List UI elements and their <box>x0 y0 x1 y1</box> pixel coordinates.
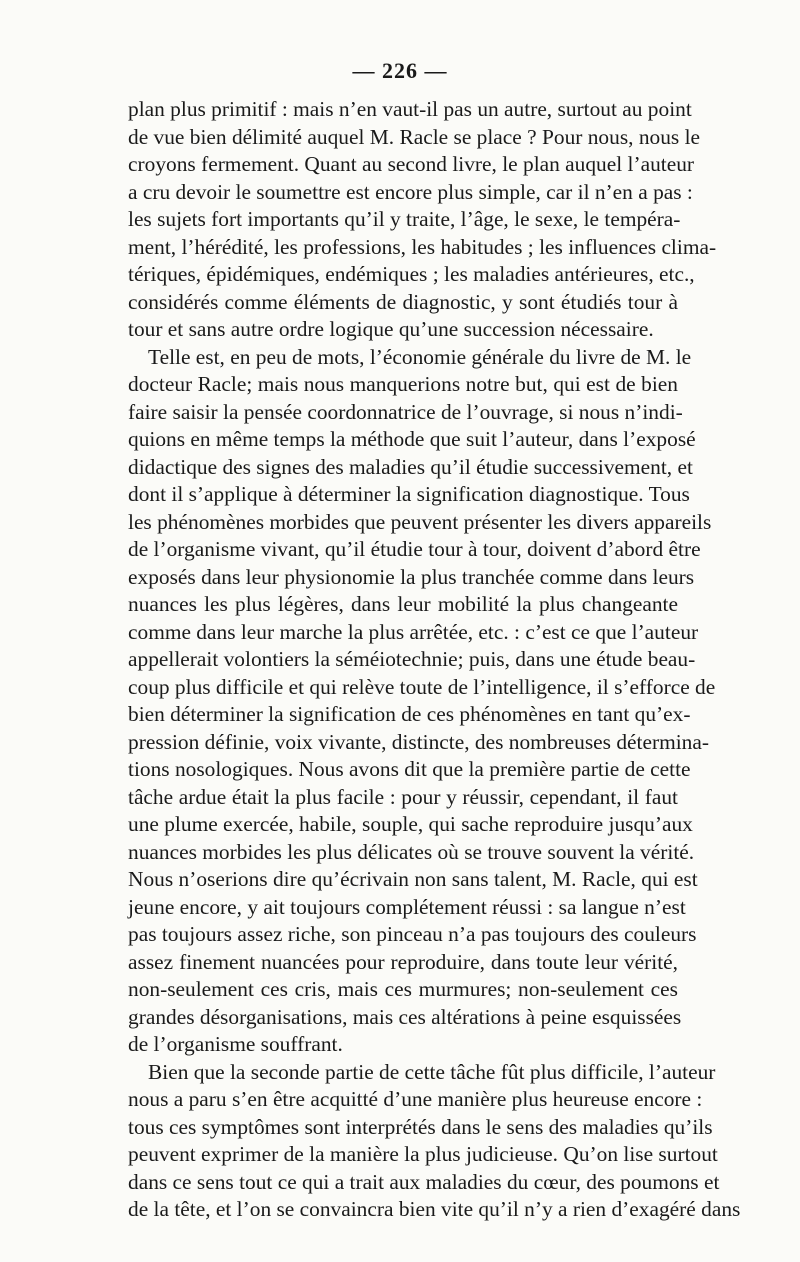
text-line: tour et sans autre ordre logique qu’une succession nécessaire. <box>128 317 654 341</box>
text-line: peuvent exprimer de la manière la plus judicieuse. Qu’on lise surtout <box>128 1142 718 1166</box>
text-line: a cru devoir le soumettre est encore plus simple, car il n’en a pas : <box>128 179 693 204</box>
text-line: docteur Racle; mais nous manquerions notre but, qui est de bien <box>128 372 678 396</box>
text-line: pas toujours assez riche, son pinceau n’a pas toujours des couleurs <box>128 922 697 946</box>
text-line: non-seulement ces cris, mais ces murmures; non-seulement ces <box>128 977 678 1001</box>
text-line: Nous n’oserions dire qu’écrivain non sans talent, M. Racle, qui est <box>128 867 698 891</box>
text-line: plan plus primitif : mais n’en vaut-il pas un autre, surtout au point <box>128 97 692 121</box>
text-line: de l’organisme souffrant. <box>128 1032 343 1056</box>
text-line: considérés comme éléments de diagnostic, y sont étudiés tour à <box>128 289 678 314</box>
text-line: exposés dans leur physionomie la plus tranchée comme dans leurs <box>128 564 695 589</box>
body-text <box>128 96 741 1224</box>
text-line: de l’organisme vivant, qu’il étudie tour à tour, doivent d’abord être <box>128 537 701 561</box>
text-line: une plume exercée, habile, souple, qui sache reproduire jusqu’aux <box>128 812 693 836</box>
page-number: — 226 — <box>352 58 448 83</box>
text-line: comme dans leur marche la plus arrêtée, etc. : c’est ce que l’auteur <box>128 619 699 644</box>
text-line: quions en même temps la méthode que suit l’auteur, dans l’exposé <box>128 427 696 451</box>
text-line: Bien que la seconde partie de cette tâche fût plus difficile, l’auteur <box>148 1059 716 1084</box>
text-line: coup plus difficile et qui relève toute de l’intelligence, il s’efforce de <box>128 674 716 699</box>
text-line: les phénomènes morbides que peuvent présenter les divers appareils <box>128 509 712 534</box>
paragraph <box>128 344 716 1059</box>
text-line: ment, l’hérédité, les professions, les habitudes ; les influences clima- <box>128 234 717 259</box>
text-line: Telle est, en peu de mots, l’économie générale du livre de M. le <box>148 344 692 369</box>
text-line: appellerait volontiers la séméiotechnie; puis, dans une étude beau- <box>128 647 696 671</box>
text-line: jeune encore, y ait toujours complétement réussi : sa langue n’est <box>128 894 686 919</box>
text-line: tous ces symptômes sont interprétés dans le sens des maladies qu’ils <box>128 1114 713 1139</box>
text-line: pression définie, voix vivante, distincte, des nombreuses détermina- <box>128 729 709 754</box>
text-line: dans ce sens tout ce qui a trait aux maladies du cœur, des poumons et <box>128 1169 720 1194</box>
text-line: nuances les plus légères, dans leur mobilité la plus changeante <box>128 592 678 616</box>
text-line: assez finement nuancées pour reproduire, dans toute leur vérité, <box>128 949 678 974</box>
text-line: les sujets fort importants qu’il y traite, l’âge, le sexe, le tempéra- <box>128 207 681 231</box>
text-line: tériques, épidémiques, endémiques ; les maladies antérieures, etc., <box>128 262 695 286</box>
text-line: de vue bien délimité auquel M. Racle se place ? Pour nous, nous le <box>128 124 701 149</box>
text-line: dont il s’applique à déterminer la signification diagnostique. Tous <box>128 482 690 506</box>
text-line: bien déterminer la signification de ces phénomènes en tant qu’ex- <box>128 702 691 726</box>
text-line: faire saisir la pensée coordonnatrice de l’ouvrage, si nous n’indi- <box>128 399 683 424</box>
paragraph <box>128 1059 741 1224</box>
text-line: grandes désorganisations, mais ces altérations à peine esquissées <box>128 1004 682 1029</box>
paragraph <box>128 96 717 344</box>
text-line: tâche ardue était la plus facile : pour y réussir, cependant, il faut <box>128 784 678 809</box>
text-line: de la tête, et l’on se convaincra bien vite qu’il n’y a rien d’exagéré dans <box>128 1197 741 1221</box>
text-line: nous a paru s’en être acquitté d’une manière plus heureuse encore : <box>128 1087 703 1111</box>
text-line: didactique des signes des maladies qu’il étudie successivement, et <box>128 454 693 479</box>
text-line: croyons fermement. Quant au second livre, le plan auquel l’auteur <box>128 152 695 176</box>
text-line: tions nosologiques. Nous avons dit que la première partie de cette <box>128 757 691 781</box>
text-line: nuances morbides les plus délicates où se trouve souvent la vérité. <box>128 839 695 864</box>
